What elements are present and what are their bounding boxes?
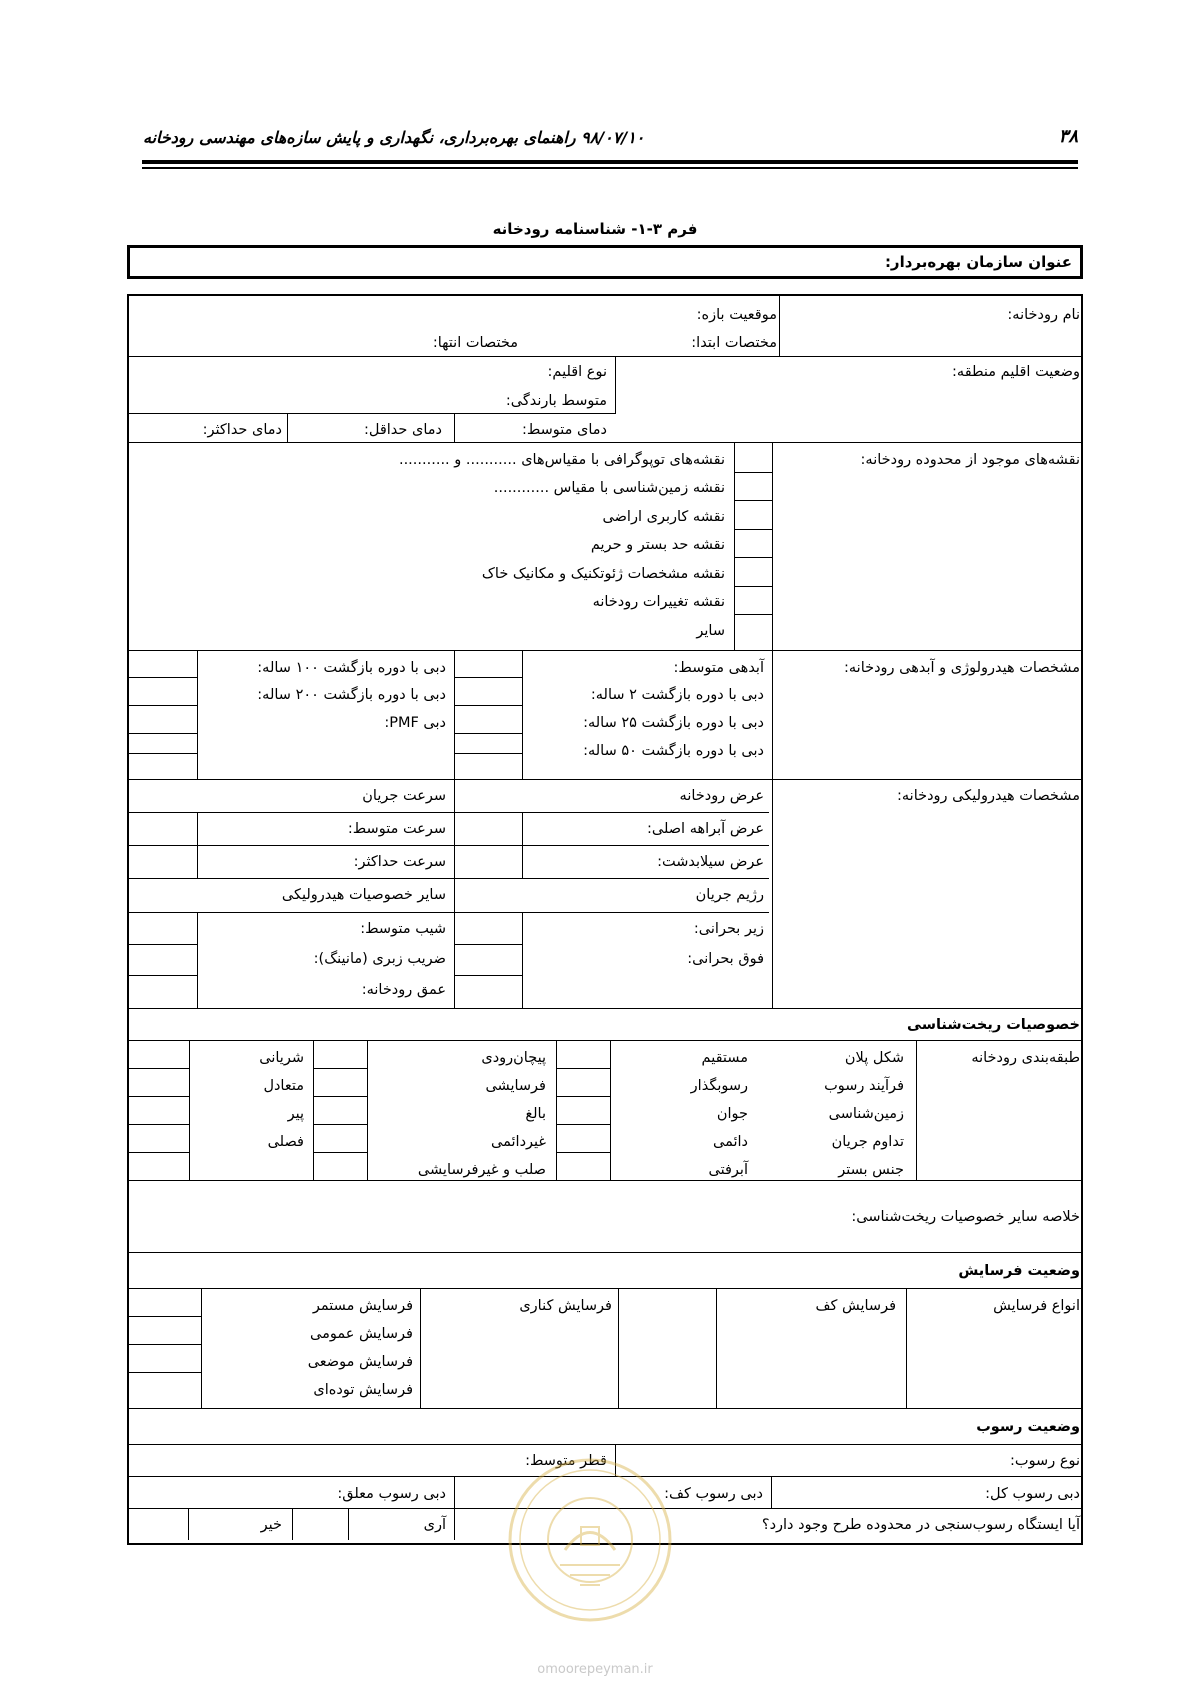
hydro-q200: دبی با دوره بازگشت ۲۰۰ ساله: bbox=[257, 687, 446, 703]
hydrology-label: مشخصات هیدرولوژی و آبدهی رودخانه: bbox=[844, 660, 1080, 676]
morph-option: دائمی bbox=[713, 1134, 748, 1150]
erosion-option: فرسایش توده‌ای bbox=[313, 1382, 413, 1398]
morphology-summary-label: خلاصه سایر خصوصیات ریخت‌شناسی: bbox=[851, 1209, 1080, 1225]
morph-option: فصلی bbox=[267, 1134, 304, 1150]
climate-type-label: نوع اقلیم: bbox=[547, 364, 607, 380]
grid-line bbox=[454, 779, 455, 1008]
morph-option: غیردائمی bbox=[491, 1134, 546, 1150]
form-title: فرم ۳-۱- شناسنامه رودخانه bbox=[492, 220, 698, 238]
morph-option: متعادل bbox=[263, 1078, 304, 1094]
bed-sediment-label: دبی رسوب کف: bbox=[664, 1486, 763, 1502]
morph-row-label: فرآیند رسوب bbox=[824, 1078, 904, 1094]
grid-line bbox=[127, 1068, 189, 1069]
grid-line bbox=[420, 1288, 421, 1408]
min-temp-label: دمای حداقل: bbox=[363, 422, 442, 438]
grid-line bbox=[127, 677, 197, 678]
manning-label: ضریب زبری (مانینگ): bbox=[313, 951, 446, 967]
grid-line bbox=[127, 1444, 1083, 1445]
morphology-heading: خصوصیات ریخت‌شناسی bbox=[907, 1017, 1080, 1033]
watermark-url: omoorepeyman.ir bbox=[537, 1662, 653, 1677]
grid-line bbox=[127, 753, 197, 754]
grid-line bbox=[127, 1408, 1083, 1409]
grid-line bbox=[348, 1508, 349, 1540]
grid-line bbox=[127, 878, 769, 879]
grid-line bbox=[454, 944, 522, 945]
org-label: عنوان سازمان بهره‌بردار: bbox=[884, 253, 1072, 271]
grid-line bbox=[772, 650, 773, 1008]
avg-slope-label: شیب متوسط: bbox=[360, 921, 446, 937]
morph-row-label: جنس بستر bbox=[838, 1162, 904, 1178]
classification-label: طبقه‌بندی رودخانه bbox=[971, 1050, 1080, 1066]
subcritical-label: زیر بحرانی: bbox=[693, 921, 764, 937]
page-number: ۳۸ bbox=[1058, 126, 1078, 147]
hydro-q100: دبی با دوره بازگشت ۱۰۰ ساله: bbox=[257, 660, 446, 676]
morph-row-label: تداوم جریان bbox=[831, 1134, 904, 1150]
map-bed-boundary: نقشه حد بستر و حریم bbox=[590, 537, 725, 553]
grid-line bbox=[127, 1008, 1083, 1009]
supercritical-label: فوق بحرانی: bbox=[687, 951, 764, 967]
grid-line bbox=[127, 944, 197, 945]
grid-line bbox=[127, 779, 1083, 780]
org-field[interactable] bbox=[127, 245, 1083, 279]
morph-option: شریانی bbox=[259, 1050, 304, 1066]
grid-line bbox=[734, 586, 772, 587]
erosion-option: فرسایش مستمر bbox=[312, 1298, 413, 1314]
grid-line bbox=[292, 1508, 293, 1540]
grid-line bbox=[454, 413, 455, 442]
hydro-q2: دبی با دوره بازگشت ۲ ساله: bbox=[590, 687, 764, 703]
grid-line bbox=[188, 1508, 189, 1540]
climate-status-label: وضعیت اقلیم منطقه: bbox=[952, 364, 1080, 380]
grid-line bbox=[189, 1040, 190, 1180]
grid-line bbox=[454, 753, 522, 754]
max-velocity-label: سرعت حداکثر: bbox=[353, 854, 446, 870]
seal-logo-icon bbox=[505, 1455, 675, 1625]
morph-option: رسوبگذار bbox=[690, 1078, 748, 1094]
grid-line bbox=[556, 1040, 557, 1180]
max-temp-label: دمای حداکثر: bbox=[202, 422, 282, 438]
morph-row-label: زمین‌شناسی bbox=[828, 1106, 904, 1122]
grid-line bbox=[772, 442, 773, 650]
grid-line bbox=[454, 1476, 455, 1540]
grid-line bbox=[127, 356, 1083, 357]
grid-line bbox=[454, 733, 522, 734]
grid-line bbox=[313, 1152, 367, 1153]
river-width-label: عرض رودخانه bbox=[679, 788, 764, 804]
gauging-station-question: آیا ایستگاه رسوب‌سنجی در محدوده طرح وجود دارد؟ bbox=[761, 1517, 1080, 1533]
map-topo: نقشه‌های توپوگرافی با مقیاس‌های ........... و ........... bbox=[398, 452, 725, 468]
grid-line bbox=[313, 1040, 314, 1180]
grid-line bbox=[618, 1288, 619, 1408]
grid-line bbox=[127, 705, 197, 706]
grid-line bbox=[127, 1344, 201, 1345]
morph-option: جوان bbox=[716, 1106, 748, 1122]
sediment-heading: وضعیت رسوب bbox=[976, 1419, 1080, 1435]
grid-line bbox=[556, 1152, 610, 1153]
grid-line bbox=[610, 1040, 611, 1180]
grid-line bbox=[367, 1040, 368, 1180]
start-coords-label: مختصات ابتدا: bbox=[691, 335, 777, 351]
grid-line bbox=[556, 1124, 610, 1125]
hydro-q25: دبی با دوره بازگشت ۲۵ ساله: bbox=[583, 715, 764, 731]
grid-line bbox=[127, 1288, 1083, 1289]
bed-erosion-label: فرسایش کف bbox=[815, 1298, 896, 1314]
grid-line bbox=[454, 705, 522, 706]
main-channel-label: عرض آبراهه اصلی: bbox=[646, 821, 764, 837]
grid-line bbox=[906, 1288, 907, 1408]
yes-label: آری bbox=[423, 1517, 446, 1533]
grid-line bbox=[127, 845, 769, 846]
grid-line bbox=[127, 733, 197, 734]
grid-line bbox=[127, 1180, 1083, 1181]
grid-line bbox=[313, 1096, 367, 1097]
grid-line bbox=[127, 912, 769, 913]
no-label: خیر bbox=[260, 1517, 282, 1533]
grid-line bbox=[615, 356, 616, 414]
grid-line bbox=[127, 413, 615, 414]
velocity-label: سرعت جریان bbox=[362, 788, 446, 804]
grid-line bbox=[916, 1040, 917, 1180]
total-sediment-label: دبی رسوب کل: bbox=[985, 1486, 1080, 1502]
grid-line bbox=[556, 1068, 610, 1069]
morph-option: فرسایشی bbox=[485, 1078, 546, 1094]
grid-line bbox=[127, 442, 1083, 443]
grid-line bbox=[127, 1124, 189, 1125]
morph-option: صلب و غیرفرسایشی bbox=[417, 1162, 546, 1178]
erosion-types-label: انواع فرسایش bbox=[993, 1298, 1080, 1314]
grid-line bbox=[127, 1252, 1083, 1253]
morph-option: مستقیم bbox=[701, 1050, 748, 1066]
hydro-avg-flow: آبدهی متوسط: bbox=[673, 660, 764, 676]
map-other: سایر bbox=[696, 623, 725, 639]
grid-line bbox=[127, 650, 1083, 651]
grid-line bbox=[734, 442, 735, 650]
grid-line bbox=[313, 1124, 367, 1125]
grid-line bbox=[197, 812, 198, 878]
grid-line bbox=[127, 1316, 201, 1317]
map-geotech: نقشه مشخصات ژئوتکنیک و مکانیک خاک bbox=[481, 566, 725, 582]
grid-line bbox=[201, 1288, 202, 1408]
sediment-type-label: نوع رسوب: bbox=[1010, 1453, 1080, 1469]
grid-line bbox=[734, 472, 772, 473]
grid-line bbox=[127, 812, 769, 813]
grid-line bbox=[734, 557, 772, 558]
morph-option: پیر bbox=[287, 1106, 304, 1122]
avg-rain-label: متوسط بارندگی: bbox=[505, 393, 607, 409]
morph-option: آبرفتی bbox=[708, 1162, 748, 1178]
grid-line bbox=[522, 812, 523, 878]
map-changes: نقشه تغییرات رودخانه bbox=[592, 594, 725, 610]
avg-velocity-label: سرعت متوسط: bbox=[347, 821, 446, 837]
grid-line bbox=[454, 677, 522, 678]
hydro-pmf: دبی PMF: bbox=[384, 715, 446, 731]
end-coords-label: مختصات انتها: bbox=[432, 335, 518, 351]
grid-line bbox=[716, 1288, 717, 1408]
grid-line bbox=[779, 294, 780, 356]
morph-row-label: شکل پلان bbox=[844, 1050, 904, 1066]
running-title: ۹۸/۰۷/۱۰ راهنمای بهره‌برداری، نگهداری و پایش سازه‌های مهندسی رودخانه bbox=[143, 128, 645, 147]
map-landuse: نقشه کاربری اراضی bbox=[602, 509, 725, 525]
grid-line bbox=[734, 529, 772, 530]
grid-line bbox=[734, 500, 772, 501]
morph-option: پیچان‌رودی bbox=[481, 1050, 546, 1066]
grid-line bbox=[771, 1476, 772, 1508]
grid-line bbox=[127, 1152, 189, 1153]
bank-erosion-label: فرسایش کناری bbox=[519, 1298, 612, 1314]
grid-line bbox=[197, 650, 198, 779]
grid-line bbox=[287, 413, 288, 442]
grid-line bbox=[127, 1096, 189, 1097]
hydraulics-label: مشخصات هیدرولیکی رودخانه: bbox=[897, 788, 1080, 804]
grid-line bbox=[556, 1096, 610, 1097]
grid-line bbox=[454, 975, 522, 976]
river-name-label: نام رودخانه: bbox=[1007, 307, 1080, 323]
river-depth-label: عمق رودخانه: bbox=[361, 982, 446, 998]
avg-temp-label: دمای متوسط: bbox=[521, 422, 607, 438]
maps-label: نقشه‌های موجود از محدوده رودخانه: bbox=[860, 452, 1080, 468]
grid-line bbox=[734, 614, 772, 615]
grid-line bbox=[127, 975, 197, 976]
map-geology: نقشه زمین‌شناسی با مقیاس ............ bbox=[493, 480, 725, 496]
morph-option: بالغ bbox=[525, 1106, 546, 1122]
erosion-option: فرسایش عمومی bbox=[309, 1326, 413, 1342]
header-rule bbox=[142, 160, 1078, 164]
hydro-q50: دبی با دوره بازگشت ۵۰ ساله: bbox=[583, 743, 764, 759]
mean-diameter-label: قطر متوسط: bbox=[525, 1453, 607, 1469]
grid-line bbox=[522, 650, 523, 779]
grid-line bbox=[313, 1068, 367, 1069]
grid-line bbox=[197, 912, 198, 1008]
flow-regime-label: رژیم جریان bbox=[695, 887, 764, 903]
grid-line bbox=[127, 1040, 1083, 1041]
grid-line bbox=[454, 650, 455, 779]
grid-line bbox=[127, 1372, 201, 1373]
header-rule bbox=[142, 167, 1078, 169]
suspended-sediment-label: دبی رسوب معلق: bbox=[337, 1486, 446, 1502]
erosion-heading: وضعیت فرسایش bbox=[958, 1263, 1080, 1279]
erosion-option: فرسایش موضعی bbox=[307, 1354, 413, 1370]
floodplain-label: عرض سیلابدشت: bbox=[657, 854, 764, 870]
reach-location-label: موقعیت بازه: bbox=[696, 307, 777, 323]
grid-line bbox=[522, 912, 523, 1008]
other-hydraulics-label: سایر خصوصیات هیدرولیکی bbox=[281, 887, 446, 903]
